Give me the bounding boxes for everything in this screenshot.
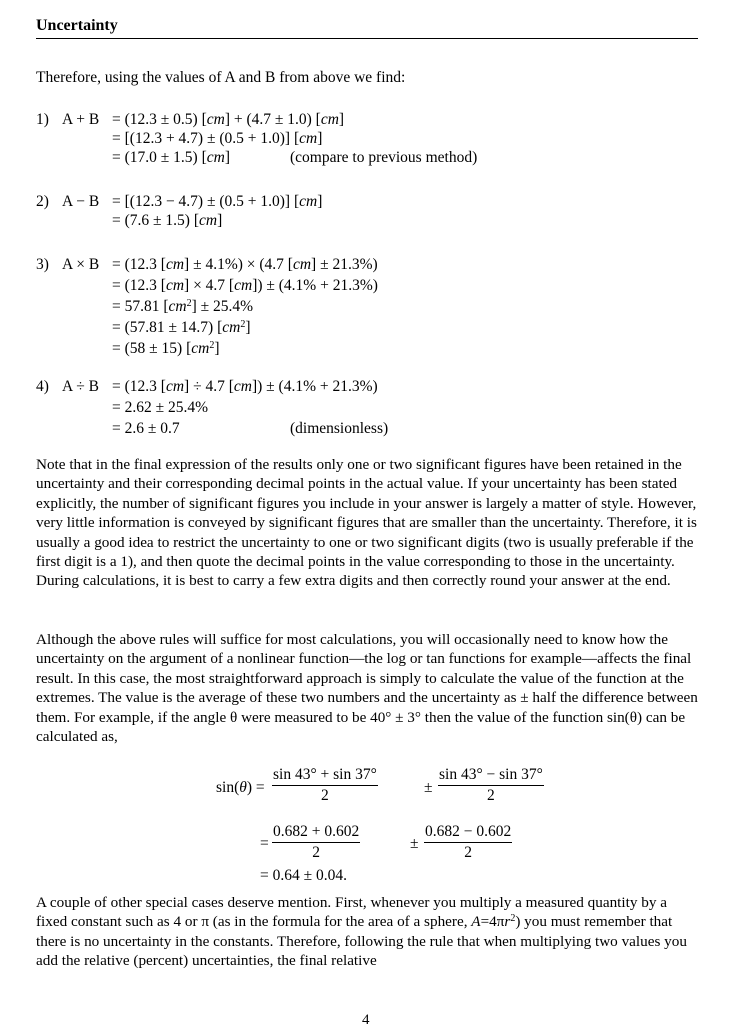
plus-minus-2: ± [410, 835, 419, 852]
paragraph-significant-figures: Note that in the final expression of the results only one or two significant figures have been retained in the uncertainty and their corresponding decimal points in the actual value. If your uncertainty has been stated explicitly, the number of significant figures you include in your answer is largely a matter of style. However, very little information is conveyed by significant figures that are smaller than the uncertainty. Therefore, it is usually a good idea to restrict the uncertainty to one or two significant digits (two is usually preferable if the first digit is a 1), and then quote the decimal points in the value corresponding to those in the uncertainty. During calculations, it is best to carry a few extra digits and then correctly round your answer at the end. [36, 456, 697, 590]
sin-lhs: sin(θ) = [216, 779, 265, 796]
equation-1 [36, 110, 698, 167]
document-page [36, 14, 698, 970]
equation-2 [36, 192, 698, 230]
eq3-line-2: = (12.3 [cm] × 4.7 [cm]) ± (4.1% + 21.3%) [112, 277, 378, 294]
eq1-operation: A + B [62, 111, 100, 128]
eq4-line-1: = (12.3 [cm] ÷ 4.7 [cm]) ± (4.1% + 21.3%) [112, 378, 378, 395]
equation-4 [36, 376, 698, 439]
eq3-operation: A × B [62, 256, 100, 273]
plus-minus-1: ± [424, 779, 433, 796]
intro-text: Therefore, using the values of A and B from above we find: [36, 69, 406, 86]
section-header: Uncertainty [36, 14, 698, 39]
eq3-number: 3) [36, 256, 49, 273]
page-number: 4 [362, 1012, 370, 1028]
eq2-number: 2) [36, 193, 49, 210]
sin-result: = 0.64 ± 0.04. [260, 867, 347, 884]
eq4-number: 4) [36, 378, 49, 395]
eq1-line-2: = [(12.3 + 4.7) ± (0.5 + 1.0)] [cm] [112, 130, 323, 147]
fraction-diff-values: $\frac{0.682 - 0.602}{2}$ [425, 823, 512, 861]
paragraph-nonlinear-functions: Although the above rules will suffice for most calculations, you will occasionally need to know how the uncertainty on the argument of a nonlinear function—the log or tan functions for example—affects the final result. In this case, the most straightforward approach is simply to calculate the value of the function at the extremes. The value is the average of these two numbers and the uncertainty as ± half the difference between them. For example, if the angle θ were measured to be 40° ± 3° then the value of the function sin(θ) can be calculated as, [36, 631, 698, 746]
eq3-line-5: = (58 ± 15) $[cm^2]$ [112, 340, 220, 357]
eq4-operation: A ÷ B [62, 378, 99, 395]
eq4-line-2: = 2.62 ± 25.4% [112, 399, 209, 416]
fraction-diff-sines: $\frac{\sin 43^\circ - \sin 37^\circ}{2}$ [439, 766, 543, 804]
paragraph-special-cases: A couple of other special cases deserve mention. First, whenever you multiply a measured quantity by a fixed constant such as 4 or π (as in the formula for the area of a sphere, $A=4\pi r^2$) you must remember that there is no uncertainty in the constants. Therefore, following the rule that when multiplying two values you add the relative (percent) uncertainties, the final relative [36, 894, 687, 970]
eq1-line-3: = (17.0 ± 1.5) [cm] [112, 149, 230, 166]
eq1-number: 1) [36, 111, 49, 128]
eq1-note: (compare to previous method) [290, 149, 478, 166]
eq3-line-3: = 57.81 $[cm^2] \pm 25.4\%$ [112, 298, 254, 315]
equals-sign: = [260, 835, 269, 852]
fraction-sum-sines: $\frac{\sin 43^\circ + \sin 37^\circ}{2}$ [273, 766, 377, 804]
sin-equation [216, 766, 576, 886]
eq3-line-1: = (12.3 [cm] ± 4.1%) × (4.7 [cm] ± 21.3%) [112, 256, 378, 273]
eq4-note: (dimensionless) [290, 420, 389, 437]
eq2-operation: A − B [62, 193, 100, 210]
eq2-line-1: = [(12.3 − 4.7) ± (0.5 + 1.0)] [cm] [112, 193, 323, 210]
eq4-line-3: = 2.6 ± 0.7 [112, 420, 180, 437]
fraction-sum-values: $\frac{0.682 + 0.602}{2}$ [273, 823, 360, 861]
eq2-line-2: = (7.6 ± 1.5) [cm] [112, 212, 223, 229]
eq1-line-1: = (12.3 ± 0.5) [cm] + (4.7 ± 1.0) [cm] [112, 111, 345, 128]
eq3-line-4: = (57.81 ± 14.7) $[cm^2]$ [112, 319, 251, 336]
equation-3 [36, 254, 698, 359]
